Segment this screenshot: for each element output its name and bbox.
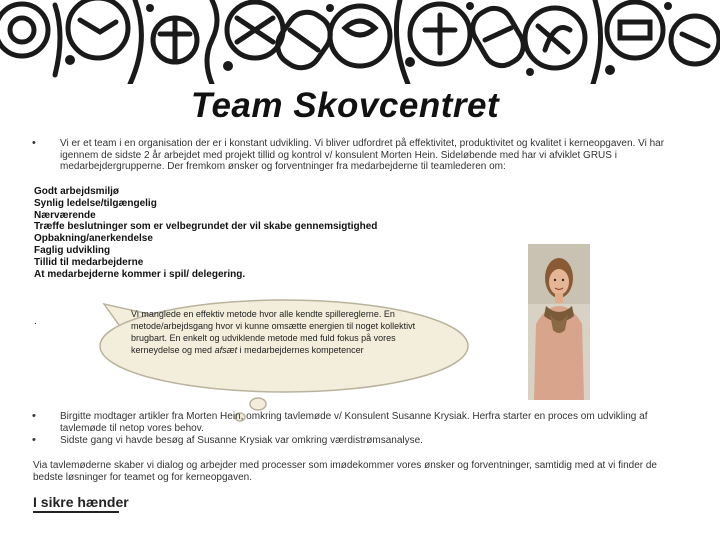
list-item: Synlig ledelse/tilgængelig <box>34 197 157 209</box>
closing-paragraph: Via tavlemøderne skaber vi dialog og arbejder med processer som imødekommer vores ønsker og forventninger, samtidig med at vi finder de bedste løsninger for teamet og for kerneopgaven. <box>33 460 657 483</box>
bullet-paragraph: Sidste gang vi havde besøg af Susanne Krysiak var omkring værdistrømsanalyse. <box>60 435 423 446</box>
portrait-photo <box>528 244 590 400</box>
list-item: Godt arbejdsmiljø <box>34 186 120 197</box>
portrait-illustration <box>528 244 590 400</box>
bubble-line: brugbart. En enkelt og udviklende metode med fuld fokus på vores <box>131 333 396 343</box>
bullet-marker: • <box>32 137 36 149</box>
bubble-line-italic: afsæt <box>214 345 238 355</box>
decorative-banner <box>0 0 720 84</box>
page-title: Team Skovcentret <box>190 86 500 125</box>
intro-paragraph: Vi er et team i en organisation der er i konstant udvikling. Vi bliver udfordret på effektivitet, produktivitet og kvalitet i kerneopgaven. Vi har igennem de sidste 2 år arbejdet med projekt tillid og kontrol v/ konsulent Morten Hein. Sideløbende med har vi afviklet GRUS i medarbejdergrupperne. Der fremkom ønsker og forventninger fra medarbejderne til teamlederen om: <box>60 138 665 172</box>
bubble-line: metode/arbejdsgang hvor vi kunne omsætte energien til noget kollektivt <box>131 321 416 331</box>
bubble-line <box>131 344 451 356</box>
logo-underline <box>33 511 119 513</box>
list-item: Faglig udvikling <box>34 244 111 256</box>
bullet-marker: • <box>32 410 36 422</box>
list-item: At medarbejderne kommer i spil/ delegering. <box>34 268 246 280</box>
list-item: Træffe beslutninger som er velbegrundet der vil skabe gennemsigtighed <box>34 221 378 233</box>
wishes-list <box>34 186 377 280</box>
bullet-paragraph: Birgitte modtager artikler fra Morten Hein, omkring tavlemøde v/ Konsulent Susanne Krysiak. Herfra starter en proces om udvikling af tavlemøde til netop vores behov. <box>60 411 648 434</box>
bubble-bullet: . <box>34 316 37 327</box>
bubble-line-end: i medarbejdernes kompetencer <box>237 345 364 355</box>
logo-text: I sikre hænder <box>33 494 129 510</box>
bubble-text <box>131 308 451 356</box>
bullet-marker: • <box>32 434 36 446</box>
list-item: Tillid til medarbejderne <box>34 256 144 268</box>
bubble-line: Vi manglede en effektiv metode hvor alle kendte spillereglerne. En <box>131 309 395 319</box>
list-item: Nærværende <box>34 209 96 221</box>
bubble-line-start: kerneydelse og med <box>131 345 215 355</box>
doodle-illustration <box>0 0 720 84</box>
list-item: Opbakning/anerkendelse <box>34 233 153 245</box>
